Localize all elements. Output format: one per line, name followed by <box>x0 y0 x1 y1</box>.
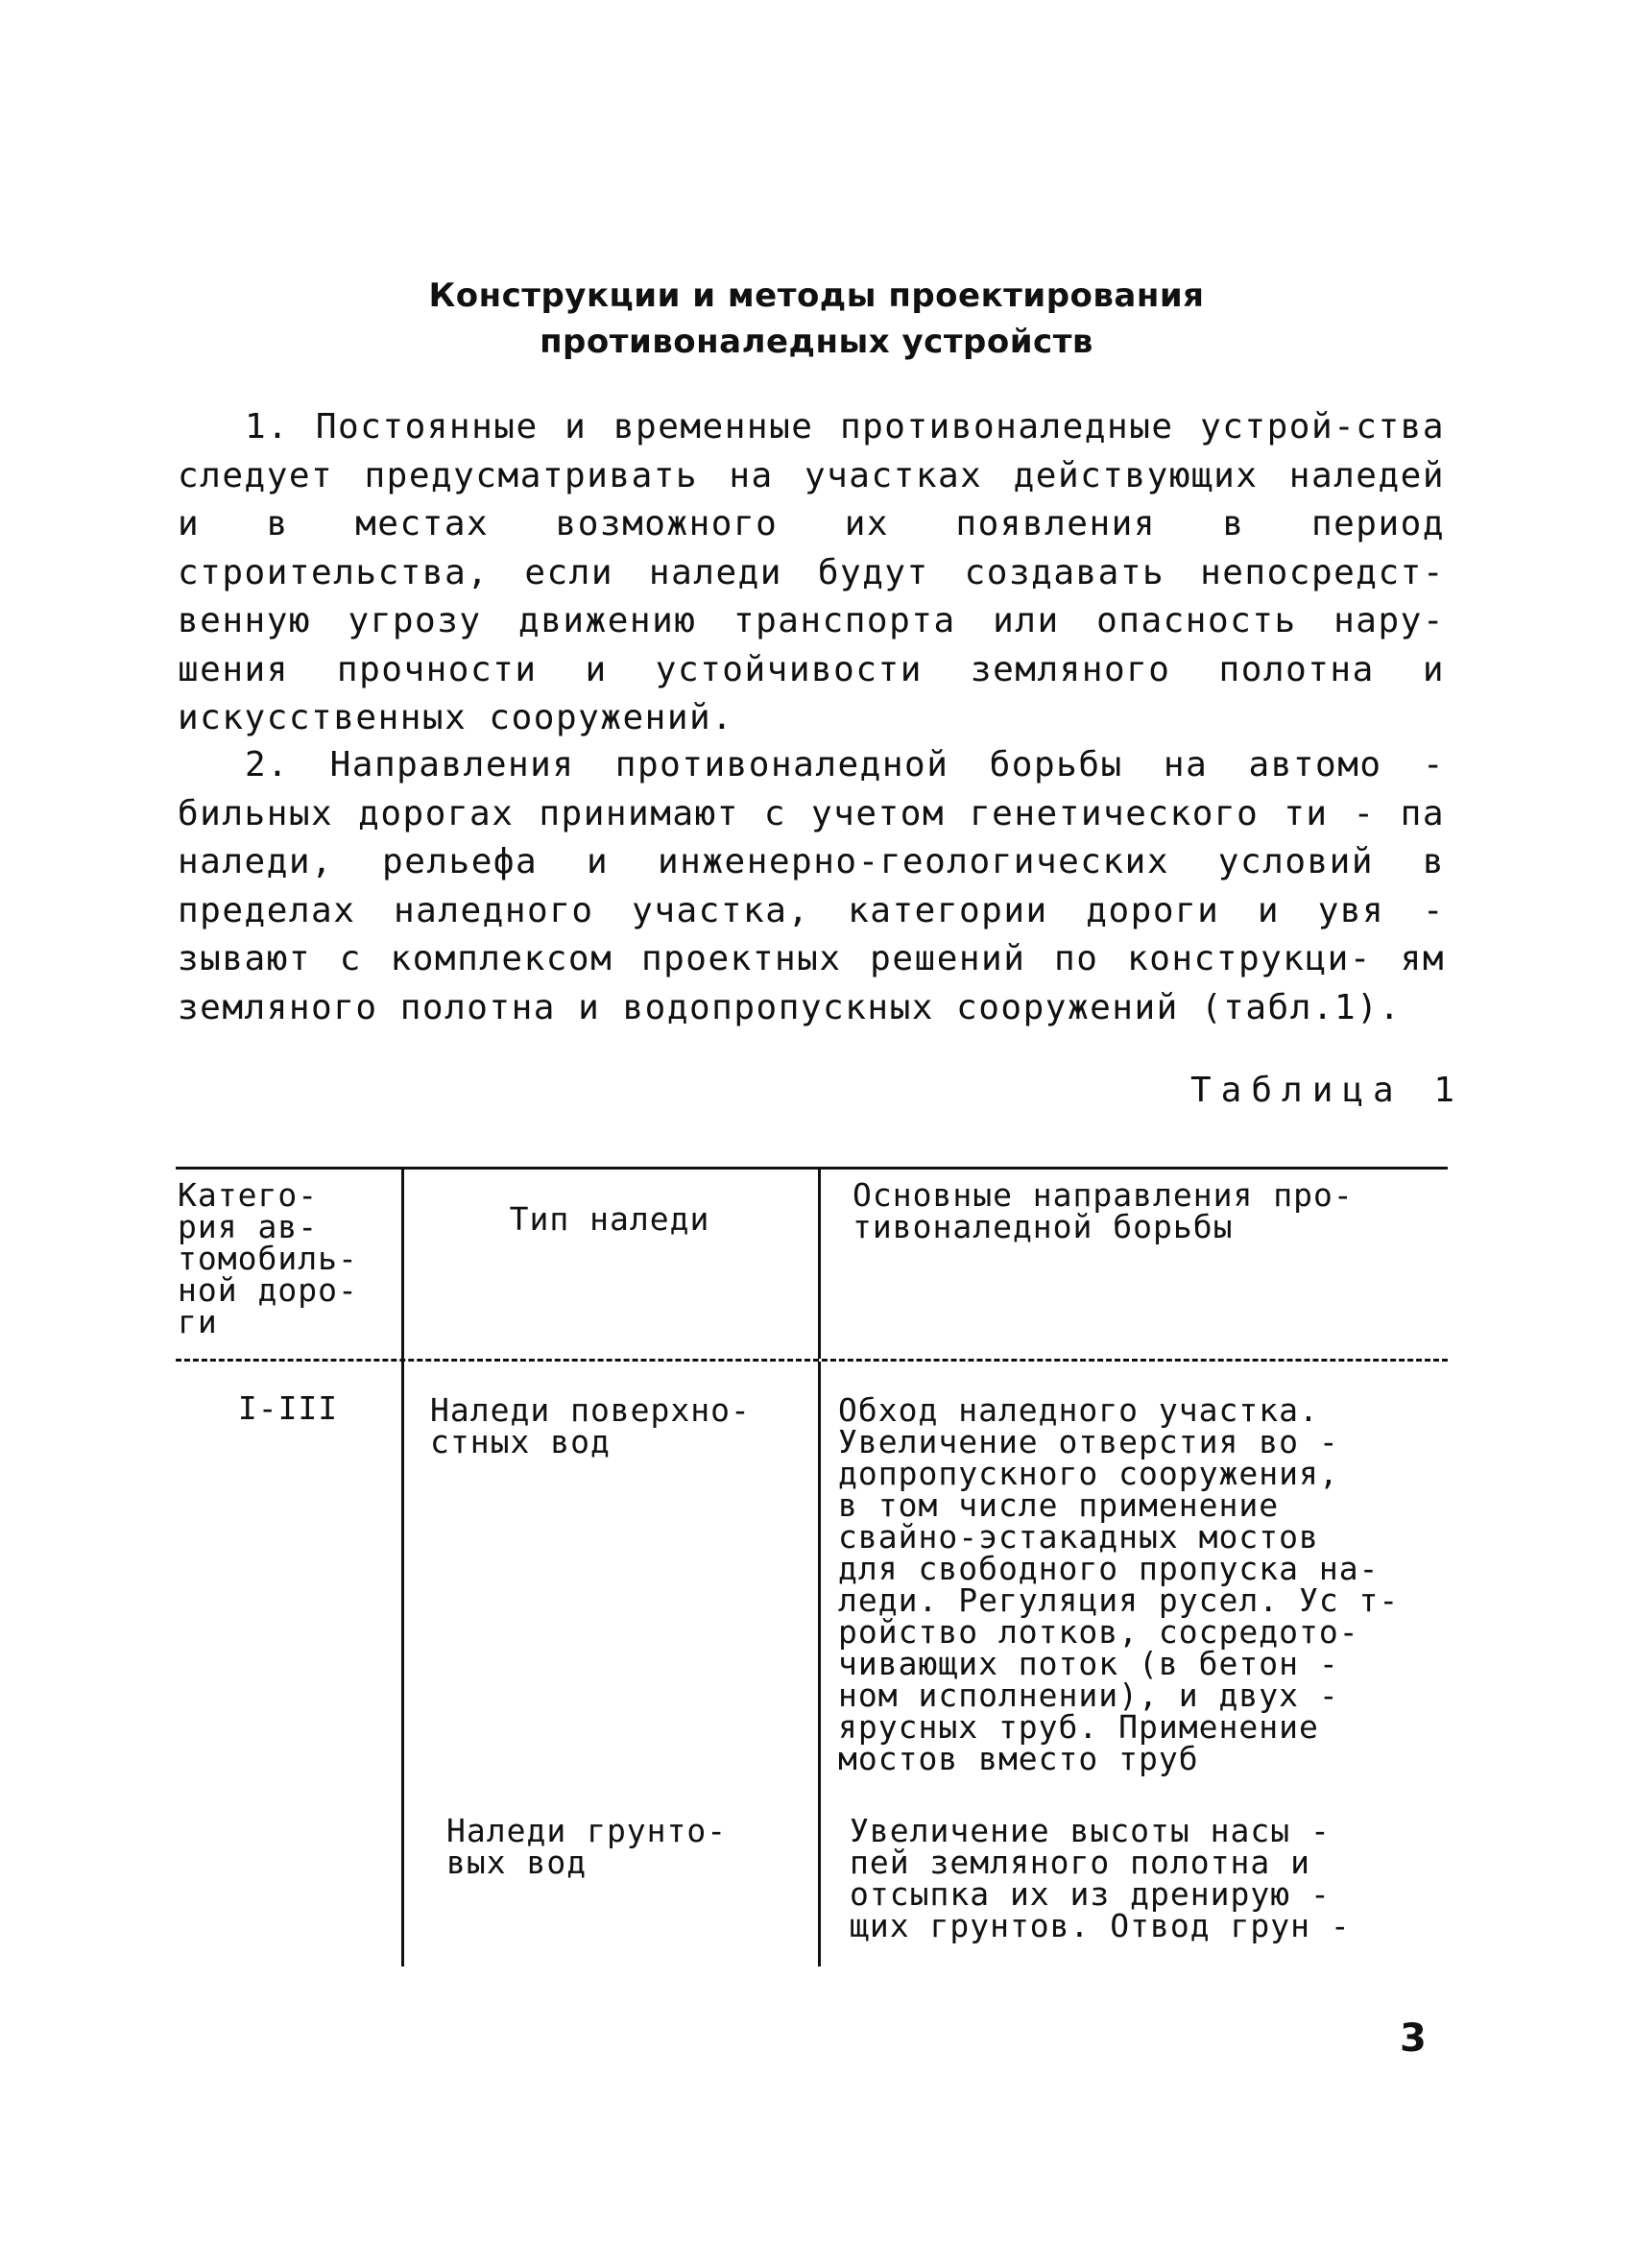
table-row-1-measures: Обход наледного участка. Увеличение отверстия во - допропускного сооружения, в том числе применение свайно-эстакадных мостов для свободного пропуска на- леди. Регуляция русел. Ус т- ройство лотков, сосредото- чивающих поток (в бетон - ном исполнении), и двух - ярусных труб. Применение мостов вместо труб <box>838 1391 1400 1777</box>
table-column-divider-2-header <box>818 1167 821 1359</box>
table-column-divider-1-body <box>401 1362 404 1966</box>
table-label: Таблица 1 <box>1190 1071 1465 1110</box>
table-column-divider-1-header <box>401 1167 404 1359</box>
paragraph-1-text: 1. Постоянные и временные противоналедные устрой-ства следует предусматривать на участках действующих наледей и в местах возможного их появления в период строительства, если наледи будут создавать непосредст-венную угрозу движению транспорта или опасность нару-шения прочности и устойчивости земляного полотна и искусственных сооружений. <box>178 407 1445 737</box>
paragraph-2-text: 2. Направления противоналедной борьбы на автомо - бильных дорогах принимают с учетом генетического ти - па наледи, рельефа и инженерно-геологических условий в пределах наледного участка, категории дороги и увя - зывают с комплексом проектных решений по конструкци- ям земляного полотна и водопропускных сооружений (табл.1). <box>178 745 1445 1027</box>
table-header-category: Катего- рия ав- томобиль- ной доро- ги <box>178 1176 358 1340</box>
table-row-2-measures: Увеличение высоты насы - пей земляного полотна и отсыпка их из дренирую - щих грунтов. Отвод грун - <box>850 1812 1351 1944</box>
paragraph-1 <box>178 403 1445 743</box>
table-row-1-type: Наледи поверхно- стных вод <box>430 1391 751 1460</box>
page-number: 3 <box>1400 2016 1427 2061</box>
section-title-line2: противоналедных устройств <box>540 323 1093 361</box>
table-top-rule <box>176 1167 1448 1170</box>
table-row-2-type: Наледи грунто- вых вод <box>446 1812 728 1881</box>
table-header-measures: Основные направления про- тивоналедной борьбы <box>853 1176 1354 1245</box>
table-header-type: Тип наледи <box>509 1200 710 1238</box>
table-row-1-category: I-III <box>237 1389 339 1427</box>
table-header-rule <box>176 1359 1448 1362</box>
section-title-line1: Конструкции и методы проектирования <box>428 277 1205 315</box>
paragraph-2 <box>178 741 1445 1032</box>
table-column-divider-2-body <box>818 1362 821 1966</box>
